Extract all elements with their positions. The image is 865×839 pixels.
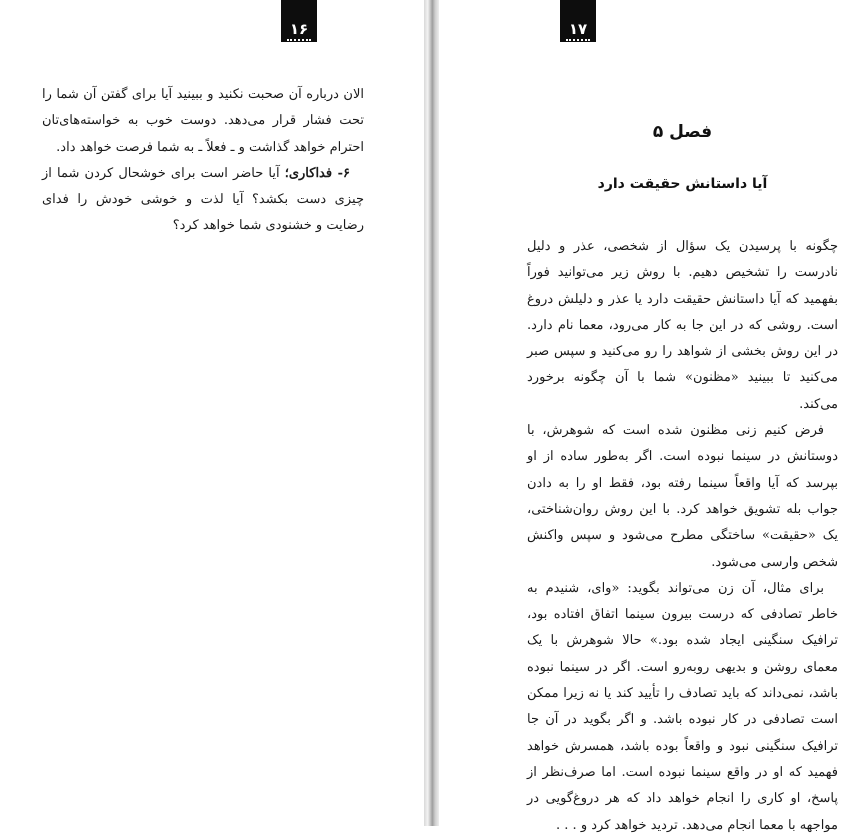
- right-paragraph-2: فرض کنیم زنی مظنون شده است که شوهرش، با دوستانش در سینما نبوده است. اگر به‌طور ساده از او بپرسد که آیا واقعاً سینما رفته بود، فقط او را به دادن جواب بله تشویق خواهد کرد. با این روش روان‌شناختی، یک «حقیقت» ساختگی مطرح می‌شود و سپس واکنش شخص وارسی می‌شود.: [527, 423, 838, 570]
- item-6-text: آیا حاضر است برای خوشحال کردن شما از چیزی دست بکشد؟ آیا لذت و خوشی خودش را فدای رضایت و خشنودی شما خواهد کرد؟: [42, 165, 364, 234]
- chapter-subtitle: آیا داستانش حقیقت دارد: [597, 176, 768, 192]
- left-paragraph-1: الان درباره آن صحبت نکنید و ببینید آیا برای گفتن آن شما را تحت فشار قرار می‌دهد. دوست خوب به خواسته‌های‌تان احترام خواهد گذاشت و ـ فعلاً ـ به شما فرصت خواهد داد.: [42, 87, 364, 155]
- right-paragraph-1: چگونه با پرسیدن یک سؤال از شخصی، عذر و دلیل نادرست را تشخیص دهیم. با روش زیر می‌توانید فوراً بفهمید که آیا داستانش حقیقت دارد یا عذر و دلیلش دروغ است. روشی که در این جا به کار می‌رود، معما نام دارد. در این روش بخشی از شواهد را رو می‌کنید و سپس صبر می‌کنید تا ببینید «مظنون» شما با آن چگونه برخورد می‌کند.: [527, 239, 838, 412]
- right-page-body: [527, 234, 838, 839]
- right-page: [439, 0, 865, 833]
- item-6-label: ۶- فداکاری؛: [284, 165, 350, 181]
- book-gutter: [424, 0, 439, 826]
- left-page-body: [42, 82, 364, 240]
- page-number-left: ۱۶: [281, 0, 317, 42]
- chapter-title: فصل ۵: [652, 122, 713, 142]
- page-number-right: ۱۷: [560, 0, 596, 42]
- left-paragraph-2: [42, 161, 364, 240]
- left-page: [0, 0, 424, 826]
- right-paragraph-3: برای مثال، آن زن می‌تواند بگوید: «وای، شنیدم به خاطر تصادفی که درست بیرون سینما اتفاق افتاده بود، ترافیک سنگینی ایجاد شده بود.» حالا شوهرش با یک معمای روشن و بدیهی روبه‌رو است. اگر در سینما نبوده باشد، نمی‌داند که باید تصادف را تأیید کند یا نه زیرا ممکن است تصادفی در کار نبوده باشد. و اگر بگوید در آن جا ترافیک سنگینی نبود و واقعاً بوده باشد، همسرش خواهد فهمید که او در واقع سینما نبوده است. اما صرف‌نظر از پاسخ، او کاری را انجام خواهد داد که هر دروغ‌گویی در مواجهه با معما انجام می‌دهد. تردید خواهد کرد و . . .: [527, 580, 838, 833]
